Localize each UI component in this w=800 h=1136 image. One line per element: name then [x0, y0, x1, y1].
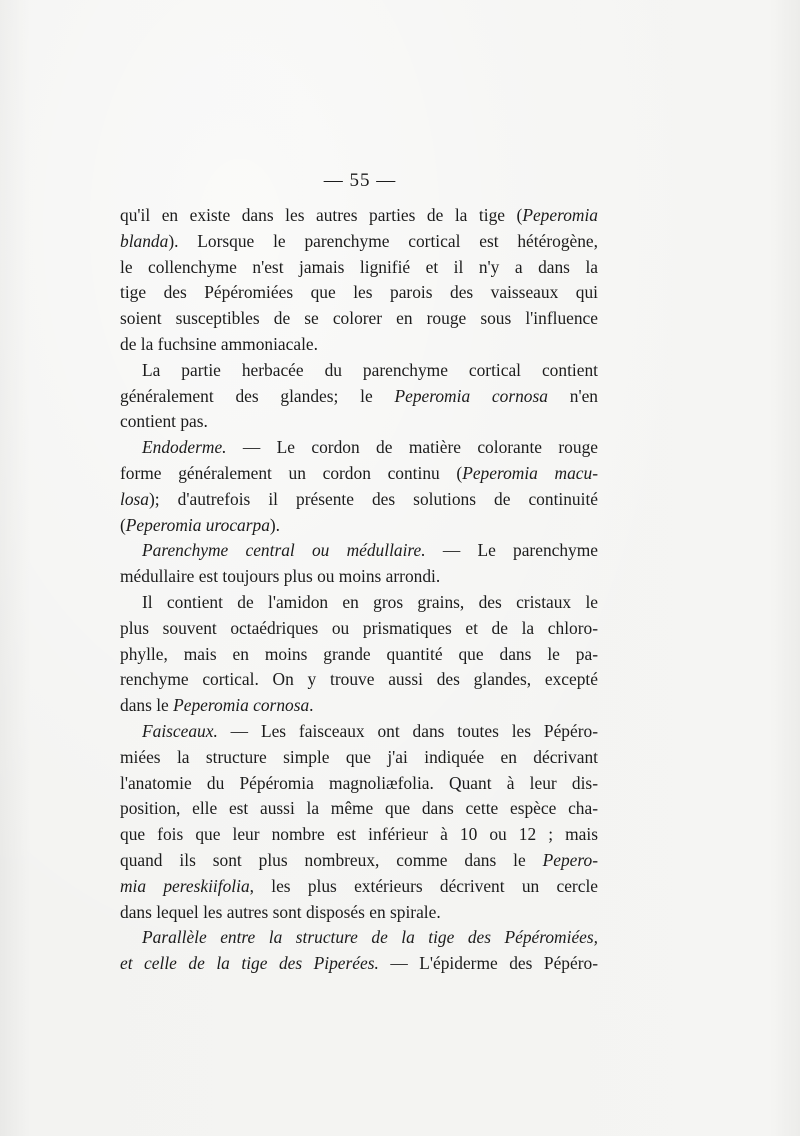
italic-text-segment: Parallèle entre la structure de la tige des Pépéromiées, — [142, 927, 598, 948]
italic-text-segment: Endoderme. — [142, 437, 227, 458]
text-line — [120, 951, 598, 977]
italic-text-segment: Pepero- — [542, 849, 598, 870]
text-segment: — Les faisceaux ont dans toutes les Pépéro- — [217, 720, 598, 741]
text-line — [120, 255, 598, 281]
text-segment: tige des Pépéromiées que les parois des vaisseaux qui — [120, 282, 598, 303]
text-segment: ( — [120, 514, 126, 535]
text-segment: phylle, mais en moins grande quantité que dans le pa- — [120, 643, 598, 664]
text-segment: — Le parenchyme — [425, 540, 598, 561]
italic-text-segment: Peperomia cornosa — [394, 385, 548, 406]
text-segment: contient pas. — [120, 411, 208, 432]
text-segment: Il contient de l'amidon en gros grains, des cristaux le — [142, 591, 598, 612]
text-segment: renchyme cortical. On y trouve aussi des glandes, excepté — [120, 669, 598, 690]
text-segment: médullaire est toujours plus ou moins arrondi. — [120, 566, 441, 587]
text-segment: soient susceptibles de se colorer en rouge sous l'influence — [120, 308, 598, 329]
text-segment: le collenchyme n'est jamais lignifié et il n'y a dans la — [120, 256, 598, 277]
text-line — [120, 306, 598, 332]
text-line — [120, 693, 598, 719]
text-line — [120, 564, 598, 590]
italic-text-segment: Peperomia urocarpa — [125, 514, 270, 535]
text-line — [120, 358, 598, 384]
text-segment: plus souvent octaédriques ou prismatiques et de la chloro- — [120, 617, 598, 638]
text-line — [120, 513, 598, 539]
text-segment: ); d'autrefois il présente des solutions de continuité — [149, 488, 598, 509]
text-line — [120, 771, 598, 797]
text-line — [120, 409, 598, 435]
text-line — [120, 461, 598, 487]
text-segment: ). Lorsque le parenchyme cortical est hétérogène, — [168, 230, 598, 251]
text-segment: ). — [269, 514, 281, 535]
text-segment: qu'il en existe dans les autres parties de la tige ( — [120, 205, 523, 225]
italic-text-segment: Peperomia cornosa — [173, 695, 310, 716]
italic-text-segment: Parenchyme central ou médullaire. — [142, 540, 426, 561]
text-line — [120, 667, 598, 693]
italic-text-segment: Peperomia macu- — [462, 462, 598, 483]
text-line — [120, 848, 598, 874]
text-segment: de la fuchsine ammoniacale. — [120, 333, 318, 354]
text-segment: , les plus extérieurs décrivent un cercle — [249, 875, 598, 896]
text-line — [120, 435, 598, 461]
text-line — [120, 616, 598, 642]
text-line — [120, 332, 598, 358]
body-text — [120, 203, 598, 977]
text-line — [120, 796, 598, 822]
text-segment: position, elle est aussi la même que dans cette espèce cha- — [120, 798, 598, 819]
italic-text-segment: losa — [120, 488, 149, 509]
text-line — [120, 900, 598, 926]
text-segment: que fois que leur nombre est inférieur à 10 ou 12 ; mais — [120, 824, 598, 845]
text-segment: généralement des glandes; le — [120, 385, 395, 406]
text-segment: dans le — [120, 695, 174, 716]
text-line — [120, 822, 598, 848]
text-line — [120, 925, 598, 951]
text-line — [120, 229, 598, 255]
text-segment: l'anatomie du Pépéromia magnoliæfolia. Quant à leur dis- — [120, 772, 598, 793]
text-line — [120, 590, 598, 616]
text-line — [120, 874, 598, 900]
italic-text-segment: et celle de la tige des Piperées. — [120, 953, 379, 974]
italic-text-segment: mia pereskiifolia — [120, 875, 250, 896]
text-line — [120, 719, 598, 745]
italic-text-segment: Peperomia — [522, 205, 598, 225]
text-segment: La partie herbacée du parenchyme cortical contient — [142, 359, 598, 380]
italic-text-segment: Faisceaux. — [142, 720, 218, 741]
text-segment: . — [309, 695, 314, 716]
text-segment: — Le cordon de matière colorante rouge — [226, 437, 598, 458]
text-segment: miées la structure simple que j'ai indiquée en décrivant — [120, 746, 598, 767]
text-segment: — L'épiderme des Pépéro- — [378, 953, 598, 974]
text-line — [120, 203, 598, 229]
text-line — [120, 384, 598, 410]
text-segment: n'en — [547, 385, 598, 406]
text-segment: quand ils sont plus nombreux, comme dans le — [120, 849, 543, 870]
text-line — [120, 538, 598, 564]
text-segment: dans lequel les autres sont disposés en spirale. — [120, 901, 441, 922]
text-line — [120, 487, 598, 513]
text-line — [120, 642, 598, 668]
text-line — [120, 280, 598, 306]
text-line — [120, 745, 598, 771]
italic-text-segment: blanda — [120, 230, 169, 251]
text-segment: forme généralement un cordon continu ( — [120, 462, 463, 483]
page-number: — 55 — — [323, 170, 397, 191]
